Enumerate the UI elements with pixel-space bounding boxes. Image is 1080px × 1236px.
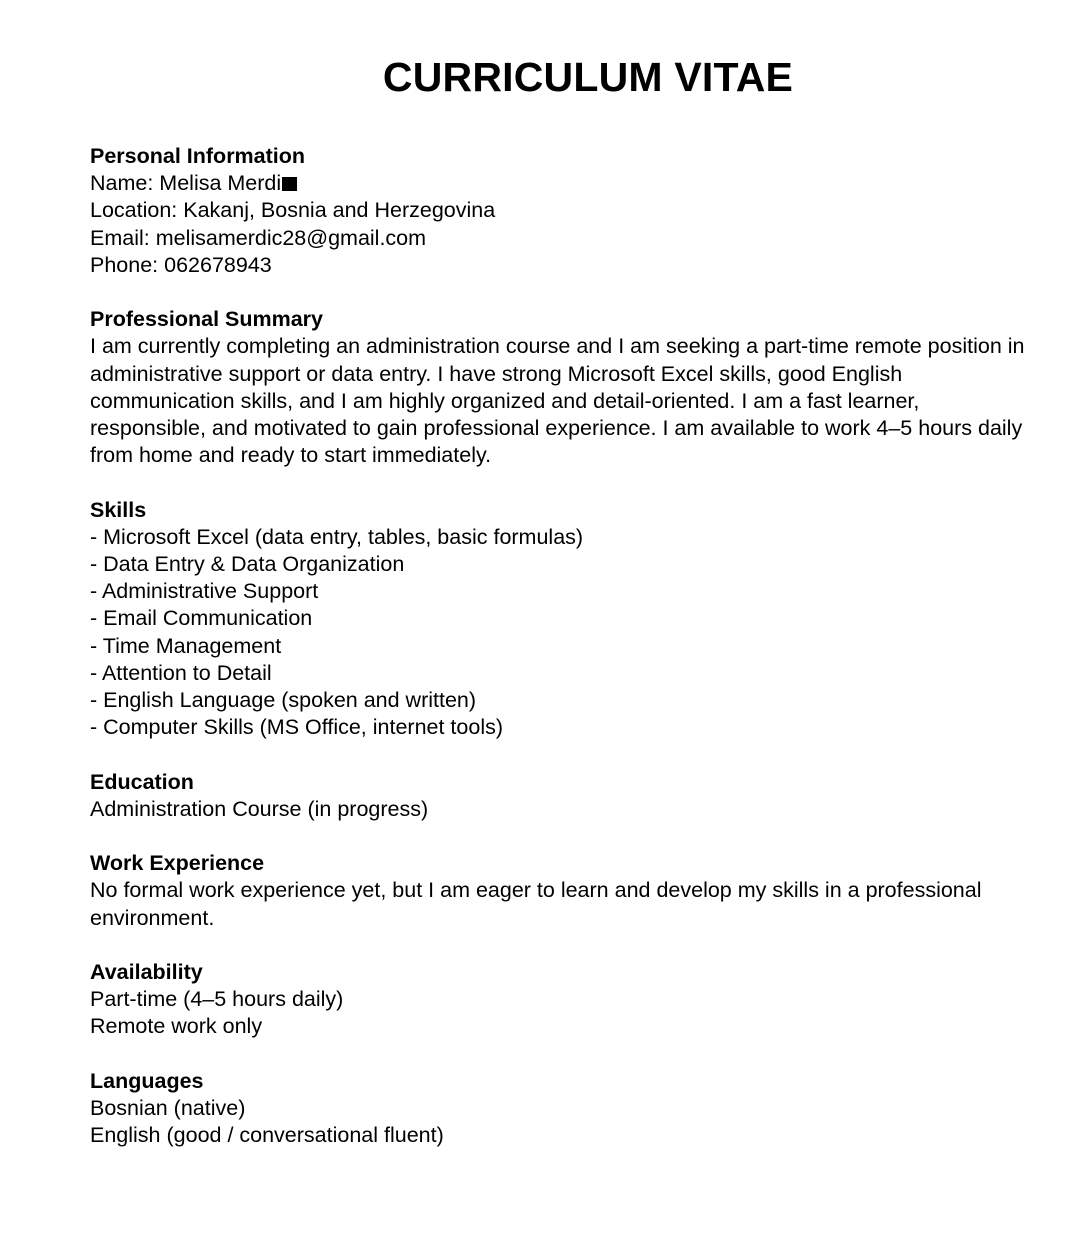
skills-section [90,497,1080,742]
section-heading-languages: Languages [90,1068,204,1093]
professional-summary-section [90,306,1080,469]
availability-section [90,959,1080,1041]
skill-item: - Data Entry & Data Organization [90,552,405,577]
section-heading-summary: Professional Summary [90,307,324,332]
education-section [90,769,1080,823]
section-heading-skills: Skills [90,497,147,522]
location-line: Location: Kakanj, Bosnia and Herzegovina [90,198,496,223]
summary-line: administrative support or data entry. I have strong Microsoft Excel skills, good English [90,361,903,386]
document-title: CURRICULUM VITAE [382,54,794,100]
availability-line: Part-time (4–5 hours daily) [90,987,344,1012]
skill-item: - Time Management [90,633,282,658]
personal-information-section [90,143,1080,279]
skill-item: - Computer Skills (MS Office, internet tools) [90,715,504,740]
availability-line: Remote work only [90,1014,263,1039]
skill-item: - Attention to Detail [90,660,272,685]
language-line: English (good / conversational fluent) [90,1123,444,1148]
work-line: No formal work experience yet, but I am eager to learn and develop my skills in a professional [90,878,982,903]
languages-section [90,1068,1080,1150]
summary-line: I am currently completing an administration course and I am seeking a part-time remote position in [90,334,1025,359]
education-line: Administration Course (in progress) [90,796,429,821]
phone-line: Phone: 062678943 [90,252,272,277]
skill-item: - English Language (spoken and written) [90,688,477,713]
name-line [90,170,1080,197]
name-text: Name: Melisa Merdi [90,171,282,196]
work-line: environment. [90,905,215,930]
section-heading-work: Work Experience [90,851,265,876]
summary-line: responsible, and motivated to gain professional experience. I am available to work 4–5 hours daily [90,416,1023,441]
language-line: Bosnian (native) [90,1096,246,1121]
email-line: Email: melisamerdic28@gmail.com [90,225,427,250]
redaction-mark-icon [282,177,297,191]
section-heading-personal: Personal Information [90,144,306,168]
skill-item: - Microsoft Excel (data entry, tables, basic formulas) [90,524,584,549]
cv-content [90,143,1080,1177]
work-experience-section [90,850,1080,932]
section-heading-availability: Availability [90,960,203,985]
skill-item: - Email Communication [90,606,313,631]
summary-line: communication skills, and I am highly organized and detail-oriented. I am a fast learner, [90,388,920,413]
summary-line: from home and ready to start immediately. [90,443,492,468]
skill-item: - Administrative Support [90,579,319,604]
section-heading-education: Education [90,769,194,794]
